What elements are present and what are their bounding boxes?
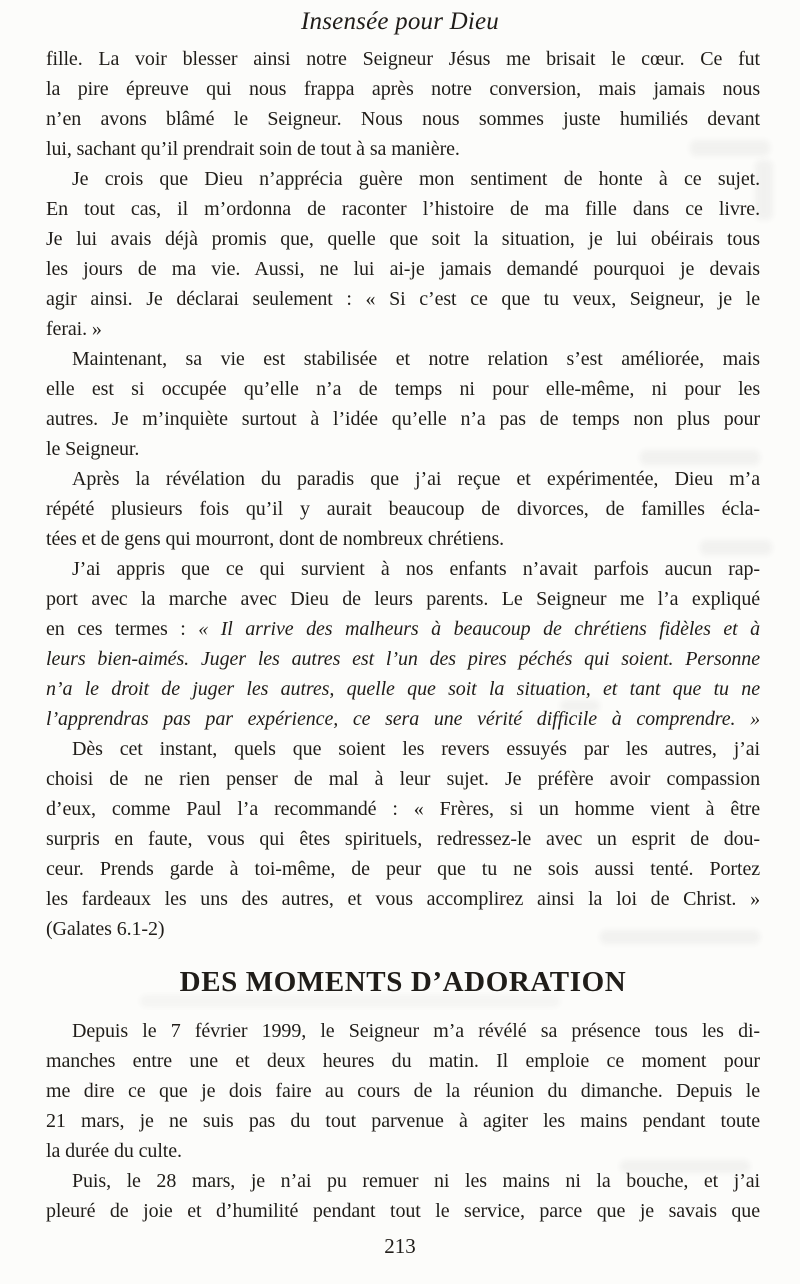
text-line [46, 794, 760, 824]
body-text: port avec la marche avec Dieu de leurs parents. Le Seigneur me l’a expliqué [46, 588, 760, 610]
body-text: choisi de ne rien penser de mal à leur sujet. Je préfère avoir compassion [46, 768, 760, 790]
text-line [46, 644, 760, 674]
body-text: elle est si occupée qu’elle n’a de temps ni pour elle-même, ni pour les [46, 378, 760, 400]
body-text: autres. Je m’inquiète surtout à l’idée qu’elle n’a pas de temps non plus pour [46, 408, 760, 430]
body-text: Depuis le 7 février 1999, le Seigneur m’a révélé sa présence tous les di- [72, 1020, 760, 1042]
body-text: J’ai appris que ce qui survient à nos enfants n’avait parfois aucun rap- [72, 558, 760, 580]
paragraph [46, 164, 760, 344]
text-line [46, 554, 760, 584]
text-line [46, 674, 760, 704]
page-body [46, 44, 760, 1226]
text-line [46, 1046, 760, 1076]
text-line [46, 854, 760, 884]
quoted-italic-text: leurs bien-aimés. Juger les autres est l’un des pires péchés qui soient. Personne [46, 648, 760, 670]
text-line [46, 314, 760, 344]
body-text: Après la révélation du paradis que j’ai reçue et expérimentée, Dieu m’a [72, 468, 760, 490]
body-text: (Galates 6.1-2) [46, 918, 165, 940]
text-line [46, 584, 760, 614]
paragraph [46, 734, 760, 944]
text-line [46, 194, 760, 224]
body-text: agir ainsi. Je déclarai seulement : « Si c’est ce que tu veux, Seigneur, je le [46, 288, 760, 310]
text-line [46, 284, 760, 314]
paragraph [46, 1016, 760, 1166]
text-line [46, 914, 760, 944]
text-line [46, 464, 760, 494]
body-text: Maintenant, sa vie est stabilisée et notre relation s’est améliorée, mais [72, 348, 760, 370]
body-text: répété plusieurs fois qu’il y aurait beaucoup de divorces, de familles écla- [46, 498, 760, 520]
body-text: lui, sachant qu’il prendrait soin de tout à sa manière. [46, 138, 460, 160]
body-text: la durée du culte. [46, 1140, 182, 1162]
text-line [46, 524, 760, 554]
paragraph [46, 554, 760, 734]
page-number: 213 [384, 1234, 416, 1258]
paragraph [46, 1166, 760, 1226]
text-line [46, 344, 760, 374]
running-head: Insensée pour Dieu [301, 8, 499, 35]
text-line [46, 404, 760, 434]
text-line [46, 164, 760, 194]
body-text: Dès cet instant, quels que soient les revers essuyés par les autres, j’ai [72, 738, 760, 760]
text-line [46, 824, 760, 854]
paragraph [46, 344, 760, 464]
text-line [46, 884, 760, 914]
body-text: 21 mars, je ne suis pas du tout parvenue à agiter les mains pendant toute [46, 1110, 760, 1132]
paragraph [46, 44, 760, 164]
text-line [46, 1016, 760, 1046]
text-line [46, 134, 760, 164]
text-line [46, 1166, 760, 1196]
section-heading: DES MOMENTS D’ADORATION [179, 966, 627, 998]
body-text: ceur. Prends garde à toi-même, de peur que tu ne sois aussi tenté. Portez [46, 858, 760, 880]
text-line [46, 224, 760, 254]
quoted-italic-text: l’apprendras pas par expérience, ce sera une vérité difficile à comprendre. » [46, 708, 760, 730]
body-text: n’en avons blâmé le Seigneur. Nous nous sommes juste humiliés devant [46, 108, 760, 130]
text-line [46, 104, 760, 134]
text-line [46, 1106, 760, 1136]
text-line [46, 494, 760, 524]
body-text: pleuré de joie et d’humilité pendant tout le service, parce que je savais que [46, 1200, 760, 1222]
paragraph [46, 464, 760, 554]
body-text: manches entre une et deux heures du matin. Il emploie ce moment pour [46, 1050, 760, 1072]
body-text: d’eux, comme Paul l’a recommandé : « Frères, si un homme vient à être [46, 798, 760, 820]
body-text: les fardeaux les uns des autres, et vous accomplirez ainsi la loi de Christ. » [46, 888, 760, 910]
text-line [46, 614, 760, 644]
text-line [46, 704, 760, 734]
quoted-italic-text: n’a le droit de juger les autres, quelle que soit la situation, et tant que tu ne [46, 678, 760, 700]
body-text: me dire ce que je dois faire au cours de la réunion du dimanche. Depuis le [46, 1080, 760, 1102]
text-line [46, 1196, 760, 1226]
body-text: les jours de ma vie. Aussi, ne lui ai-je jamais demandé pourquoi je devais [46, 258, 760, 280]
body-text: En tout cas, il m’ordonna de raconter l’histoire de ma fille dans ce livre. [46, 198, 760, 220]
body-text: tées et de gens qui mourront, dont de nombreux chrétiens. [46, 528, 505, 550]
text-line [46, 374, 760, 404]
text-line [46, 1136, 760, 1166]
body-text: le Seigneur. [46, 438, 140, 460]
text-line [46, 734, 760, 764]
text-line [46, 1076, 760, 1106]
body-text: ferai. » [46, 318, 102, 340]
text-line [46, 254, 760, 284]
text-line [46, 434, 760, 464]
body-text: fille. La voir blesser ainsi notre Seigneur Jésus me brisait le cœur. Ce fut [46, 48, 760, 70]
quoted-italic-text: « Il arrive des malheurs à beaucoup de chrétiens fidèles et à [198, 618, 760, 640]
text-line [46, 44, 760, 74]
body-text: Je crois que Dieu n’apprécia guère mon sentiment de honte à ce sujet. [72, 168, 760, 190]
body-text: la pire épreuve qui nous frappa après notre conversion, mais jamais nous [46, 78, 760, 100]
text-line [46, 74, 760, 104]
body-text: Puis, le 28 mars, je n’ai pu remuer ni les mains ni la bouche, et j’ai [72, 1170, 760, 1192]
body-text: Je lui avais déjà promis que, quelle que soit la situation, je lui obéirais tous [46, 228, 760, 250]
body-text: surpris en faute, vous qui êtes spirituels, redressez-le avec un esprit de dou- [46, 828, 760, 850]
body-text: en ces termes : [46, 618, 199, 640]
text-line [46, 764, 760, 794]
